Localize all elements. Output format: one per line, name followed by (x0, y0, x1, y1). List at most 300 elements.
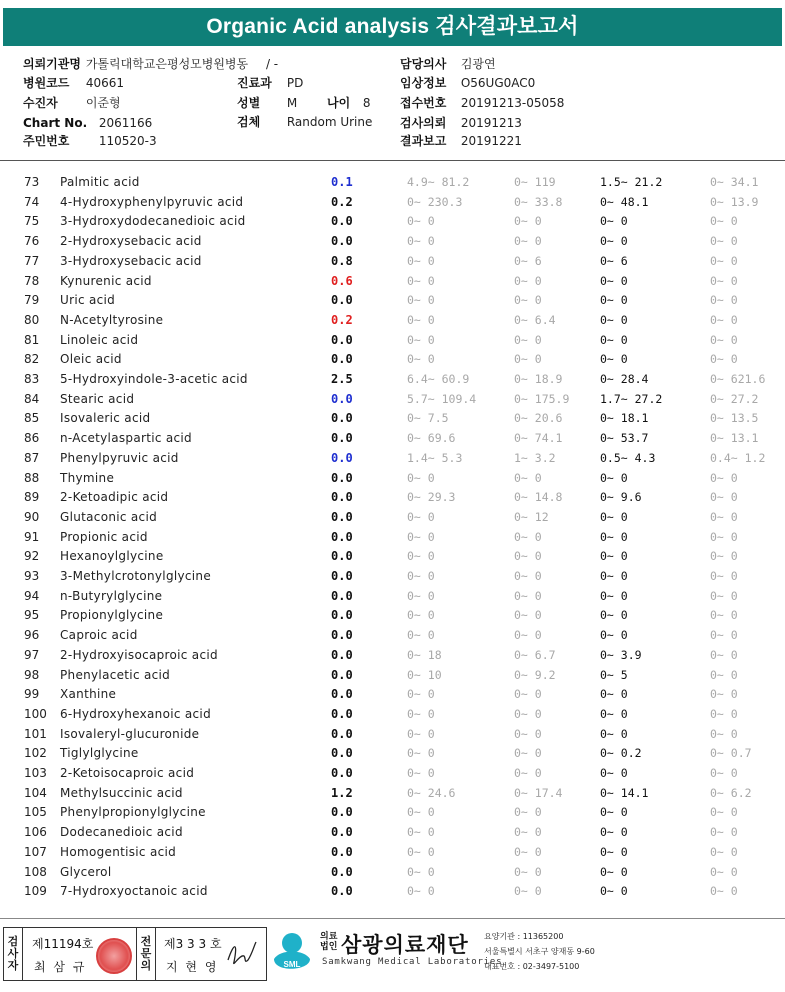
result-value: 0.0 (331, 588, 353, 603)
reception-no-field: 접수번호 20191213-05058 (400, 96, 565, 110)
institution-field: 의뢰기관명 가톨릭대학교은평성모병원병동 / - (23, 57, 279, 71)
reference-range-1: 0~ 0 (407, 214, 435, 229)
row-number: 109 (24, 884, 47, 899)
doctor-number: 제3 3 3 호 (164, 937, 222, 951)
row-number: 78 (24, 273, 40, 288)
result-value: 0.0 (331, 214, 353, 229)
table-row (0, 882, 785, 901)
reference-range-4: 0~ 0 (710, 490, 738, 505)
reference-range-3: 0~ 48.1 (600, 194, 649, 209)
analyte-name: n-Acetylaspartic acid (60, 431, 192, 446)
reference-range-2: 0~ 0 (514, 588, 542, 603)
reference-range-2: 0~ 0 (514, 273, 542, 288)
reference-range-4: 0~ 0 (710, 569, 738, 583)
analyte-name: Linoleic acid (60, 332, 139, 347)
result-value: 0.0 (331, 490, 353, 505)
row-number: 89 (24, 490, 40, 505)
analyte-name: 5-Hydroxyindole-3-acetic acid (60, 372, 248, 386)
reference-range-3: 0~ 3.9 (600, 647, 642, 662)
analyte-name: 4-Hydroxyphenylpyruvic acid (60, 194, 244, 209)
reference-range-3: 0~ 0 (600, 312, 628, 327)
resident-no-field: 주민번호 110520-3 (23, 134, 157, 148)
result-value: 1.2 (331, 785, 353, 800)
reference-range-2: 0~ 0 (514, 884, 542, 899)
reference-range-2: 0~ 0 (514, 470, 542, 485)
reference-range-2: 0~ 175.9 (514, 391, 570, 406)
reference-range-1: 0~ 0 (407, 766, 435, 780)
row-number: 108 (24, 864, 47, 879)
row-number: 80 (24, 312, 40, 327)
reference-range-3: 0~ 0 (600, 529, 628, 544)
table-row (0, 744, 785, 763)
result-value: 0.0 (331, 569, 353, 583)
reference-range-4: 0~ 0 (710, 687, 738, 702)
row-number: 94 (24, 588, 40, 603)
analyte-name: 3-Hydroxysebacic acid (60, 253, 202, 268)
table-row (0, 331, 785, 350)
reference-range-4: 0~ 0 (710, 844, 738, 859)
reference-range-4: 0~ 13.1 (710, 431, 759, 446)
reference-range-3: 0~ 14.1 (600, 785, 649, 800)
result-value: 0.0 (331, 746, 353, 761)
table-row (0, 193, 785, 212)
reference-range-1: 0~ 0 (407, 825, 435, 840)
reference-range-1: 0~ 0 (407, 470, 435, 485)
reference-range-3: 0~ 53.7 (600, 431, 649, 446)
reference-range-1: 0~ 0 (407, 234, 435, 249)
table-row (0, 646, 785, 665)
reference-range-2: 0~ 0 (514, 766, 542, 780)
result-value: 0.0 (331, 825, 353, 840)
report-date-field: 결과보고 20191221 (400, 134, 522, 148)
result-value: 0.0 (331, 293, 353, 308)
row-number: 107 (24, 844, 47, 859)
table-row (0, 390, 785, 409)
reference-range-4: 0~ 27.2 (710, 391, 759, 406)
result-value: 0.0 (331, 647, 353, 662)
reference-range-1: 0~ 0 (407, 352, 435, 367)
reference-range-2: 0~ 0 (514, 746, 542, 761)
reference-range-4: 0~ 13.9 (710, 194, 759, 209)
reference-range-1: 0~ 0 (407, 746, 435, 761)
reference-range-3: 0~ 0 (600, 687, 628, 702)
reference-range-1: 0~ 0 (407, 706, 435, 721)
analyte-name: N-Acetyltyrosine (60, 312, 164, 327)
sex-field: 성별 M (237, 96, 298, 110)
row-number: 90 (24, 509, 40, 524)
table-row (0, 311, 785, 330)
reference-range-1: 0~ 69.6 (407, 431, 456, 446)
reference-range-4: 0~ 34.1 (710, 175, 759, 189)
doctor-field: 담당의사 김광연 (400, 57, 496, 71)
table-row (0, 232, 785, 251)
reference-range-3: 0~ 0 (600, 509, 628, 524)
reference-range-4: 0~ 0 (710, 667, 738, 682)
reference-range-4: 0~ 0 (710, 352, 738, 367)
row-number: 103 (24, 766, 47, 780)
reference-range-1: 0~ 0 (407, 726, 435, 741)
result-value: 0.2 (331, 312, 353, 327)
analyte-name: 3-Hydroxydodecanedioic acid (60, 214, 246, 229)
row-number: 106 (24, 825, 47, 840)
result-value: 0.0 (331, 529, 353, 544)
reference-range-4: 0~ 0 (710, 588, 738, 603)
specimen-field: 검체 Random Urine (237, 115, 373, 129)
row-number: 81 (24, 332, 40, 347)
table-row (0, 764, 785, 783)
hospital-code-field: 병원코드 40661 (23, 76, 125, 90)
reference-range-3: 0~ 0 (600, 766, 628, 780)
org-type: 의료 법인 (320, 932, 338, 952)
row-number: 96 (24, 628, 40, 643)
reference-range-4: 0~ 0 (710, 647, 738, 662)
clinical-info-field: 임상정보 O56UG0AC0 (400, 76, 536, 90)
reference-range-4: 0~ 0 (710, 214, 738, 229)
reference-range-3: 0~ 0 (600, 844, 628, 859)
reference-range-3: 0~ 0 (600, 569, 628, 583)
reference-range-2: 0~ 0 (514, 864, 542, 879)
reference-range-2: 0~ 0 (514, 608, 542, 623)
analyte-name: 2-Ketoadipic acid (60, 490, 169, 505)
reference-range-4: 0.4~ 1.2 (710, 450, 766, 465)
reference-range-2: 0~ 0 (514, 706, 542, 721)
reference-range-1: 0~ 0 (407, 549, 435, 564)
reference-range-1: 6.4~ 60.9 (407, 372, 470, 386)
reference-range-1: 0~ 10 (407, 667, 442, 682)
result-value: 0.0 (331, 667, 353, 682)
reference-range-1: 0~ 0 (407, 293, 435, 308)
report-footer (0, 918, 785, 992)
inspector-name: 최 삼 규 (34, 960, 87, 974)
reference-range-3: 0~ 0 (600, 608, 628, 623)
reference-range-4: 0~ 0 (710, 509, 738, 524)
row-number: 92 (24, 549, 40, 564)
analyte-name: Uric acid (60, 293, 116, 308)
department-field: 진료과 PD (237, 76, 304, 90)
analyte-name: Hexanoylglycine (60, 549, 164, 564)
analyte-name: 7-Hydroxyoctanoic acid (60, 884, 208, 899)
table-row (0, 626, 785, 645)
reference-range-2: 0~ 18.9 (514, 372, 563, 386)
reference-range-1: 0~ 29.3 (407, 490, 456, 505)
reference-range-3: 0~ 0 (600, 588, 628, 603)
result-value: 0.6 (331, 273, 353, 288)
patient-field: 수진자 이준형 (23, 96, 121, 110)
reference-range-2: 0~ 0 (514, 726, 542, 741)
reference-range-2: 0~ 6.7 (514, 647, 556, 662)
sml-logo-icon (270, 929, 314, 977)
table-row (0, 843, 785, 862)
reference-range-3: 0~ 0 (600, 805, 628, 820)
reference-range-3: 0~ 0.2 (600, 746, 642, 761)
result-value: 0.0 (331, 687, 353, 702)
row-number: 84 (24, 391, 40, 406)
row-number: 85 (24, 411, 40, 426)
reference-range-2: 0~ 12 (514, 509, 549, 524)
reference-range-1: 0~ 0 (407, 844, 435, 859)
result-value: 0.2 (331, 194, 353, 209)
reference-range-2: 0~ 0 (514, 825, 542, 840)
reference-range-2: 0~ 20.6 (514, 411, 563, 426)
reference-range-2: 0~ 6.4 (514, 312, 556, 327)
result-value: 0.8 (331, 253, 353, 268)
table-row (0, 252, 785, 271)
table-row (0, 784, 785, 803)
reference-range-1: 0~ 0 (407, 608, 435, 623)
result-value: 0.0 (331, 608, 353, 623)
reference-range-2: 0~ 0 (514, 529, 542, 544)
row-number: 79 (24, 293, 40, 308)
reference-range-1: 0~ 0 (407, 588, 435, 603)
reference-range-4: 0~ 0 (710, 234, 738, 249)
row-number: 82 (24, 352, 40, 367)
reference-range-1: 0~ 18 (407, 647, 442, 662)
reference-range-3: 0~ 0 (600, 706, 628, 721)
reference-range-1: 0~ 0 (407, 312, 435, 327)
table-row (0, 508, 785, 527)
table-row (0, 803, 785, 822)
analyte-name: Phenylpyruvic acid (60, 450, 179, 465)
reference-range-3: 0~ 6 (600, 253, 628, 268)
analyte-name: 2-Hydroxysebacic acid (60, 234, 202, 249)
row-number: 98 (24, 667, 40, 682)
report-title: Organic Acid analysis 검사결과보고서 (3, 8, 782, 46)
analyte-name: Isovaleric acid (60, 411, 151, 426)
reference-range-3: 0~ 9.6 (600, 490, 642, 505)
inspector-number: 제11194호 (32, 937, 94, 951)
reference-range-4: 0~ 0 (710, 766, 738, 780)
analyte-name: 2-Hydroxyisocaproic acid (60, 647, 218, 662)
table-row (0, 449, 785, 468)
reference-range-3: 0~ 0 (600, 234, 628, 249)
signature-box (3, 927, 267, 981)
reference-range-2: 0~ 0 (514, 569, 542, 583)
reference-range-2: 0~ 0 (514, 844, 542, 859)
doctor-signature-icon (224, 936, 260, 972)
org-phone: 대표번호 : 02-3497-5100 (484, 962, 580, 971)
row-number: 93 (24, 569, 40, 583)
row-number: 102 (24, 746, 47, 761)
analyte-name: Isovaleryl-glucuronide (60, 726, 200, 741)
reference-range-1: 0~ 0 (407, 569, 435, 583)
row-number: 87 (24, 450, 40, 465)
analyte-name: n-Butyrylglycine (60, 588, 163, 603)
reference-range-4: 0~ 13.5 (710, 411, 759, 426)
reference-range-2: 0~ 0 (514, 628, 542, 643)
reference-range-1: 0~ 0 (407, 805, 435, 820)
doctor-label: 전 문 의 (136, 928, 156, 980)
reference-range-1: 0~ 24.6 (407, 785, 456, 800)
analyte-name: Phenylacetic acid (60, 667, 171, 682)
table-row (0, 370, 785, 389)
reference-range-4: 0~ 0 (710, 805, 738, 820)
reference-range-3: 0~ 0 (600, 549, 628, 564)
reference-range-2: 0~ 14.8 (514, 490, 563, 505)
reference-range-4: 0~ 0 (710, 706, 738, 721)
result-value: 0.0 (331, 884, 353, 899)
reference-range-1: 5.7~ 109.4 (407, 391, 477, 406)
row-number: 97 (24, 647, 40, 662)
result-value: 0.0 (331, 726, 353, 741)
result-value: 0.0 (331, 431, 353, 446)
row-number: 73 (24, 175, 40, 189)
reference-range-4: 0~ 621.6 (710, 372, 766, 386)
reference-range-2: 0~ 0 (514, 805, 542, 820)
request-date-field: 검사의뢰 20191213 (400, 116, 522, 130)
reference-range-1: 0~ 0 (407, 628, 435, 643)
reference-range-4: 0~ 0 (710, 332, 738, 347)
reference-range-3: 0~ 0 (600, 273, 628, 288)
reference-range-2: 0~ 9.2 (514, 667, 556, 682)
table-row (0, 685, 785, 704)
row-number: 83 (24, 372, 40, 386)
reference-range-2: 0~ 0 (514, 687, 542, 702)
reference-range-3: 1.7~ 27.2 (600, 391, 663, 406)
reference-range-4: 0~ 0 (710, 529, 738, 544)
reference-range-3: 0~ 0 (600, 628, 628, 643)
reference-range-4: 0~ 0 (710, 884, 738, 899)
analyte-name: Propionylglycine (60, 608, 164, 623)
reference-range-3: 0~ 0 (600, 214, 628, 229)
reference-range-3: 0~ 0 (600, 332, 628, 347)
result-value: 0.0 (331, 234, 353, 249)
result-value: 0.0 (331, 766, 353, 780)
row-number: 101 (24, 726, 47, 741)
reference-range-3: 0~ 0 (600, 864, 628, 879)
reference-range-1: 0~ 230.3 (407, 194, 463, 209)
sml-logo-text: SML (283, 960, 301, 969)
analyte-name: Methylsuccinic acid (60, 785, 183, 800)
org-code: 요양기관 : 11365200 (484, 932, 564, 941)
reference-range-3: 0~ 18.1 (600, 411, 649, 426)
reference-range-1: 0~ 0 (407, 253, 435, 268)
doctor-name: 지 현 영 (166, 960, 219, 974)
table-row (0, 469, 785, 488)
row-number: 76 (24, 234, 40, 249)
reference-range-1: 0~ 7.5 (407, 411, 449, 426)
reference-range-4: 0~ 0.7 (710, 746, 752, 761)
table-row (0, 291, 785, 310)
inspector-seal-icon (96, 938, 132, 974)
reference-range-1: 0~ 0 (407, 687, 435, 702)
reference-range-4: 0~ 0 (710, 549, 738, 564)
chart-no-field: Chart No. 2061166 (23, 116, 153, 130)
analyte-name: 6-Hydroxyhexanoic acid (60, 706, 211, 721)
reference-range-3: 1.5~ 21.2 (600, 175, 663, 189)
result-value: 0.0 (331, 332, 353, 347)
row-number: 99 (24, 687, 40, 702)
header-divider (0, 160, 785, 161)
reference-range-4: 0~ 0 (710, 608, 738, 623)
org-address: 서울특별시 서초구 양재동 9-60 (484, 947, 595, 956)
table-row (0, 547, 785, 566)
table-row (0, 666, 785, 685)
result-value: 0.0 (331, 391, 353, 406)
reference-range-4: 0~ 0 (710, 253, 738, 268)
result-value: 0.0 (331, 509, 353, 524)
analyte-name: 2-Ketoisocaproic acid (60, 766, 195, 780)
reference-range-4: 0~ 0 (710, 312, 738, 327)
reference-range-2: 1~ 3.2 (514, 450, 556, 465)
result-value: 0.0 (331, 706, 353, 721)
row-number: 75 (24, 214, 40, 229)
analyte-name: Kynurenic acid (60, 273, 152, 288)
result-value: 2.5 (331, 372, 353, 386)
table-row (0, 429, 785, 448)
table-row (0, 528, 785, 547)
reference-range-4: 0~ 0 (710, 864, 738, 879)
reference-range-4: 0~ 0 (710, 293, 738, 308)
table-row (0, 173, 785, 192)
inspector-label: 검 사 자 (4, 928, 23, 980)
reference-range-3: 0~ 5 (600, 667, 628, 682)
reference-range-3: 0~ 0 (600, 825, 628, 840)
table-row (0, 212, 785, 231)
age-field: 나이 8 (327, 96, 371, 110)
analyte-name: Stearic acid (60, 391, 135, 406)
reference-range-1: 0~ 0 (407, 273, 435, 288)
analyte-name: Tiglylglycine (60, 746, 139, 761)
row-number: 74 (24, 194, 40, 209)
reference-range-4: 0~ 0 (710, 726, 738, 741)
analyte-name: Palmitic acid (60, 175, 140, 189)
analyte-name: Dodecanedioic acid (60, 825, 183, 840)
reference-range-3: 0~ 0 (600, 470, 628, 485)
table-row (0, 272, 785, 291)
row-number: 100 (24, 706, 47, 721)
reference-range-3: 0~ 0 (600, 726, 628, 741)
table-row (0, 705, 785, 724)
row-number: 105 (24, 805, 47, 820)
table-row (0, 863, 785, 882)
reference-range-2: 0~ 74.1 (514, 431, 563, 446)
reference-range-2: 0~ 6 (514, 253, 542, 268)
reference-range-3: 0~ 0 (600, 884, 628, 899)
analyte-name: Xanthine (60, 687, 117, 702)
table-row (0, 587, 785, 606)
reference-range-1: 0~ 0 (407, 529, 435, 544)
reference-range-4: 0~ 0 (710, 825, 738, 840)
reference-range-2: 0~ 119 (514, 175, 556, 189)
reference-range-2: 0~ 0 (514, 214, 542, 229)
analyte-name: Glycerol (60, 864, 112, 879)
reference-range-4: 0~ 6.2 (710, 785, 752, 800)
result-value: 0.0 (331, 864, 353, 879)
result-value: 0.0 (331, 470, 353, 485)
reference-range-2: 0~ 33.8 (514, 194, 563, 209)
reference-range-2: 0~ 0 (514, 234, 542, 249)
result-value: 0.0 (331, 844, 353, 859)
result-value: 0.0 (331, 628, 353, 643)
table-row (0, 567, 785, 586)
org-name: 삼광의료재단 (341, 933, 469, 957)
row-number: 91 (24, 529, 40, 544)
reference-range-4: 0~ 0 (710, 628, 738, 643)
analyte-name: Oleic acid (60, 352, 122, 367)
analyte-name: 3-Methylcrotonylglycine (60, 569, 212, 583)
table-row (0, 823, 785, 842)
reference-range-4: 0~ 0 (710, 470, 738, 485)
row-number: 95 (24, 608, 40, 623)
result-value: 0.0 (331, 805, 353, 820)
row-number: 77 (24, 253, 40, 268)
result-value: 0.1 (331, 175, 353, 189)
reference-range-3: 0~ 28.4 (600, 372, 649, 386)
result-value: 0.0 (331, 549, 353, 564)
result-value: 0.0 (331, 411, 353, 426)
reference-range-1: 4.9~ 81.2 (407, 175, 470, 189)
reference-range-1: 1.4~ 5.3 (407, 450, 463, 465)
